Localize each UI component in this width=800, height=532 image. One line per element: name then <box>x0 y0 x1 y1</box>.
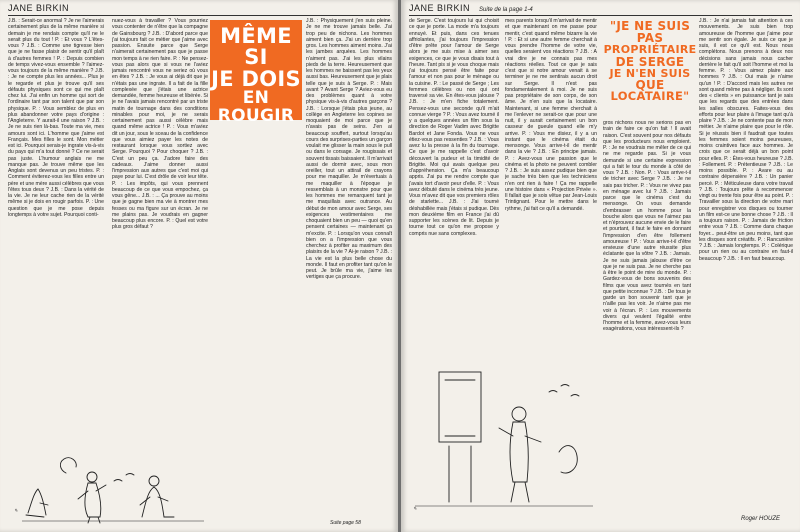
cartoon-mirror-icon <box>439 372 481 442</box>
headline-line: QUE <box>635 78 665 93</box>
headline-line: JE N'EN SUIS <box>609 66 691 80</box>
article-column-4 <box>699 18 793 508</box>
continued-note: Suite page 58 <box>330 520 361 526</box>
headline-quote <box>603 20 697 103</box>
column-text: J.B. : Physiquement j'en suis pleine. Je ne me trouve jamais belle. J'ai trop peu de nichons. Les hommes aiment bien ça. J'ai un derrière trop gros. Les hommes aiment moins. J'ai les jambes arquées. Les hommes n'aiment pas. J'ai les plus vilains pieds de la terre. Heureusement que les hommes ne baissent pas les yeux aussi bas. Heureusement que je plais telle que je suis à Serge. P. : Mais avant ? Avant Serge ? Aviez-vous eu des problèmes quant à votre physique vis-à-vis d'autres garçons ? J.B. : Lorsque j'étais plus jeune, au collège en Angleterre les copines se moquaient de moi parce que je n'avais pas de seins. J'en ai beaucoup souffert, surtout lorsqu'au cours des surprises-parties un garçon voulait me glisser la main sous le pull ou dans le corsage. Je rougissais et souvent tissais baissaient. Il m'arrivait aussi de dormir avec, sous mon oreiller, tout un attirail de crayons pour me maquiller. Je m'évertuais à me maquiller à l'époque je ressemblais à un monstre pour que les hommes me remarquent tant je me maquillais avec outrance. Au début de mon amour avec Serge, ses exigences vestimentaires me choquaient bien un peu — quoi qu'en pensent certaines — maintenant ça m'excite. P. : Lorsqu'on vous connaît bien on a l'impression que vous cherchez à profiter au maximum des plaisirs de la vie ? Ai-je raison ? J.B. : La vie est la plus belle chose du monde. Il faut en profiter tant qu'on le peut. Je brûle ma vie, j'aime les vertiges que ça procure. <box>306 18 392 281</box>
right-page <box>401 0 800 532</box>
cartoon-illustration <box>409 352 599 522</box>
article-column-2 <box>112 18 208 466</box>
column-text: J.B. : Je n'ai jamais fait attention à ces mouvements. Je suis bien trop amoureuse de l'homme que j'aime pour me sentir son égale. Je suis ce que je suis, il est ce qu'il est. Nous nous complétons. Nous prenons à deux nos décisions sans jamais nous cacher derrière le fait qu'il soit l'homme et moi la femme. P. : Vous aimez plaire aux hommes ? J.B. : Oui mais je n'aime qu'un ! P. : D'accord mais les autres ne sont quand même pas à négliger. Ils sont des « clients » en puissance tant je sais que les regards que des entrées dans les salles obscures. Faites-vous des efforts pour leur plaire à l'image tant qu'à plaire ? J.B. : Je ne contente pas de mon métier. Je n'aime plaire que pour le rôle. Si je réussis bien il faudrait que toutes les femmes soient moins peureuses, moins craintives face aux hommes. Je crois que ce serait déjà un bon point pour elles. P. : Êtes-vous heureuse ? J.B. : Follement. P. : Prétentieuse ? J.B. : Le moins possible. P. : Avare ou au contraire dépensière ? J.B. : Un panier percé. P. : Méticuleuse dans votre travail ? J.B. : Toujours prête à recommencer vingt ou trente fois pour être au point. P. : Travailler sous la direction de votre mari pour enregistrer vos disques ou tourner un film est-ce une bonne chose ? J.B. : Il a toujours raison. P. : Jamais de friction entre vous ? J.B. : Comme dans chaque foyer... peut-être un peu moins, tant que les disques sont créatifs. P. : Rancunière ? J.B. : Jamais longtemps. P. : Colérique pour un rien ou au contraire en faut-il beaucoup ? J.B. : Il en faut beaucoup. <box>699 18 793 262</box>
column-text: nuez-vous à travailler ? Vous pourriez vous contenter de n'être que la compagne de Gainsbourg ? J.B. : D'abord parce que j'ai toujours fait ce métier que j'aime avec passion. Ensuite parce que Serge n'aimerait certainement pas que je passe mon temps à ne rien faire. P. : Ne pensez-vous pas alors que si vous ne l'aviez jamais rencontré vous ne seriez où vous en êtes ? J.B. : Je vous ai déjà dit que je n'étais pas une ingrate. Il a fait de la fille complexée que j'étais une actrice demandée, femme heureuse et libérée. Si je ne l'avais jamais rencontré par un triste matin de tournage dans des conditions minables pour moi, je ne serais certainement pas aussi célèbre mais quand même actrice ! P. : Vous m'aviez dit un jour, sous le sceau de la confidence que vous aimiez payer les notes de restaurant lorsque vous sortiez avec Serge. Pourquoi ? Pour choquer ? J.B. : C'est un peu ça. J'adore faire des cadeaux. J'aime donner aussi l'impression aux autres que c'est moi qui paye pour lui. C'est drôle de voir leur tête. P. : Les impôts, qui vous prennent beaucoup de ce que vous empochez, ça vous gêne... J.B. : ... Ça prouve au moins que je gagne bien ma vie à montrer mes fesses ou ma figure sur un écran. Je ne me plains pas. Je voudrais en gagner beaucoup plus encore. P. : Quel est votre plus gros défaut ? <box>112 18 208 231</box>
headline-line: MÊME SI <box>220 24 292 70</box>
cartoon-birds-icon <box>549 385 579 397</box>
cartoon-illustration <box>14 405 214 525</box>
cartoon-woman-icon <box>14 405 214 525</box>
column-text: gros nichons nous ne serions pas en train de faire ce qu'on fait ! Il avait raison. C'est souvent pour nos défauts que les producteurs nous emploient. P. : Je ne voudrais me mêler de ce qui ne me regarde pas. Si je vous demande si une certaine expression qui a fait le tour du monde à côté de vous ? J.B. : Non. P. : Vous arrive-t-il de tricher avec Serge ? J.B. : Je ne sais pas tricher. P. : Vous ne vivez pas en ménage avec lui ? J.B. : Jamais parce que le cinéma c'est du mensonge. On vous demande d'embrasser un homme pour la bouche alors que vous ne l'aimez pas et n'éprouvez aucune envie de le faire et pourtant, il faut le faire en donnant l'impression d'en être follement amoureuse ! P. : Vous arrive-t-il d'être envieuse d'une autre réussite plus éclatante que la vôtre ? J.B. : Jamais. Je ne suis jamais jalouse d'être ce que je ne suis pas. Je ne cherche pas à être le point de mire du monde. P. : Gardez-vous de bons souvenirs des films que vous avez tournés en tant que petite inconnue ? J.B. : De tous je garde un bon souvenir tant que je n'aille pas les voir. Je n'aime pas me voir à l'écran. P. : Les mouvements divers qui veulent l'égalité entre l'homme et la femme, avez-vous leurs exagérations, vous intéressent-ils ? <box>603 120 691 333</box>
article-column-2b <box>210 126 302 520</box>
article-column-3 <box>306 18 392 526</box>
headline-line: "JE NE SUIS <box>609 19 691 33</box>
headline-line: DE SERGE <box>615 54 685 69</box>
article-column-1 <box>8 18 104 414</box>
cartoonist-signature: ✎ <box>413 506 417 511</box>
headline-line: JE DOIS <box>211 66 301 91</box>
article-column-3 <box>603 120 691 528</box>
running-head-title: JANE BIRKIN <box>409 3 471 13</box>
column-text: mes parents lorsqu'il m'arrivait de mentir et que maintenant on me passe pour mentir, c'est quand même bizarre la vie ! P. : Et si une autre femme cherchait à vous prendre l'homme de votre vie, quelles seraient vos réactions ? J.B. : A vrai dire je ne connais pas mes réactions réelles. Tout ce que je sais c'est que si notre amour venait à se terminer je ne me sentirais aucun droit sur Serge. Il n'est pas fondamentalement à moi. Je ne suis pas propriétaire de son corps, de son âme. Je n'en suis que la locataire. Maintenant, si une femme cherchait à me l'enlever ne serait-ce que pour une nuit, il y aurait certainement un bon casseur de gueule quand elle m'y arrive. P. : Vous me disiez, il y a un instant que le cinéma était du mensonge. Vous arrive-t-il de mentir dans la vie ? J.B. : En principe jamais. P. : Avez-vous une passion que le cinéma et la photo ne peuvent combler ? J.B. : Je suis assez pudique bien que je sache très bien que les techniciens n'en ont rien à faire ! Ça me rappelle une histoire dans « Projection Privée ». Il fallait que je sois vêtue par Jean-Louis Trintignant. Pour le mettre dans le rythme, j'ai fait ce qu'il a demandé. <box>505 18 597 212</box>
headline-line: LOCATAIRE" <box>610 89 690 104</box>
headline-line: PROPRIÉTAIRE <box>603 43 697 57</box>
left-page <box>0 0 398 532</box>
running-head <box>409 3 533 13</box>
article-column-1 <box>409 18 499 348</box>
headline-box <box>210 20 302 126</box>
header-rule <box>8 15 390 16</box>
column-text: de Serge. C'est toujours lui qui choisit ce que je porte. La mode m'a toujours ennuyé. Et puis, dans ces tenues affriolantes, j'ai toujours l'impression d'être prête pour l'amour de Serge alors je me suis mise à aimer ses exigences, ce que je vous disais tout à l'heure. Tant pis si je vous choque mais j'ai toujours pensé être faite pour l'amour et non pas pour le ménage ou la cuisine. P. : Le passé de Serge ; Les femmes célèbres ou non qui ont traversé sa vie. En êtes-vous jalouse ? J.B. : Je m'en fiche totalement. Pensez-vous une seconde qu'il m'ait connue vierge ? P. : Vous avez tourné il y a quelques années un film sous la direction de Roger Vadim avec Brigitte Bardot et Jane Fonda. Vous ne vous étiez-vous pas ressenties ? J.B. : Vous avez lu la presse à la fin du tournage. Ce que je me rappelle c'est d'avoir découvert la pudeur et la timidité de Brigitte. Moi qui avais quelque peu d'appréhension. Ça m'a beaucoup appris. J'ai pu me rendre compte que j'avais tort d'avoir peur d'elle. P. : Vous avez débuté dans le cinéma très jeune. Vous m'avez dit que vos premiers rôles de starlette... J.B. : J'ai tourné déshabillée mais j'étais si pudique. Dès mon deuxième film en France j'ai dû supporter les scènes de lit. Depuis je tourne tout ce qu'on me propose y compris nue sans complexes. <box>409 18 499 237</box>
running-head-sub: Suite de la page 1-4 <box>479 7 533 13</box>
running-head: JANE BIRKIN <box>8 3 70 13</box>
cartoonist-signature: ✎ <box>14 508 18 513</box>
headline-line: EN ROUGIR <box>217 88 295 126</box>
photo-credit: Roger HOUZE <box>741 516 781 522</box>
headline-line: PAS <box>636 31 664 46</box>
article-column-2 <box>505 18 597 348</box>
column-text: J.B. : Serait-ce anormal ? Je ne l'aimerais certainement plus de la même manière si demain je me rendais compte qu'il ne le serait plus du tout ! P. : Et vous ? L'êtes-vous ? J.B. : Comme une tigresse bien que je ne fasse plaisir de sentir qu'il plaît à d'autres femmes ! P. : Depuis combien de temps vivez-vous ensemble ? l'aimez-vous toujours de la même manière ? J.B. : Je ne compte plus les années... Plus je le regarde et plus je trouve qu'il ses défauts physiques sont ce qui me plaît chez lui. J'ai enfin un homme qui sort de l'ordinaire tant par son talent que par son physique. P. : Vous semblez de plus en plus abandonner votre pays d'origine : l'Angleterre. Y aurait-il une raison ? J.B. : Je ne suis rien là-bas. Toute ma vie, mes amours sont ici. L'homme que j'aime est Français. Mes filles le sont. Mon métier est ici. Pourquoi serais-je ingrate vis-à-vis du pays qui m'a tout donné ? Ce ne serait pas juste. L'humour anglais ne me manque pas. Je trouve même que les Anglais sont devenus un peu tristes. P. : Comment éviterez-vous les filles entre un père et une mère aussi célèbres que vous l'êtes tous deux ? J.B. : Dans la vérité de la vie. Je ne leur cache rien de la vérité même si je dois en rougir parfois. P. : Une question que je me pose depuis longtemps à votre sujet. Pourquoi conti- <box>8 18 104 218</box>
header-rule <box>409 15 792 16</box>
